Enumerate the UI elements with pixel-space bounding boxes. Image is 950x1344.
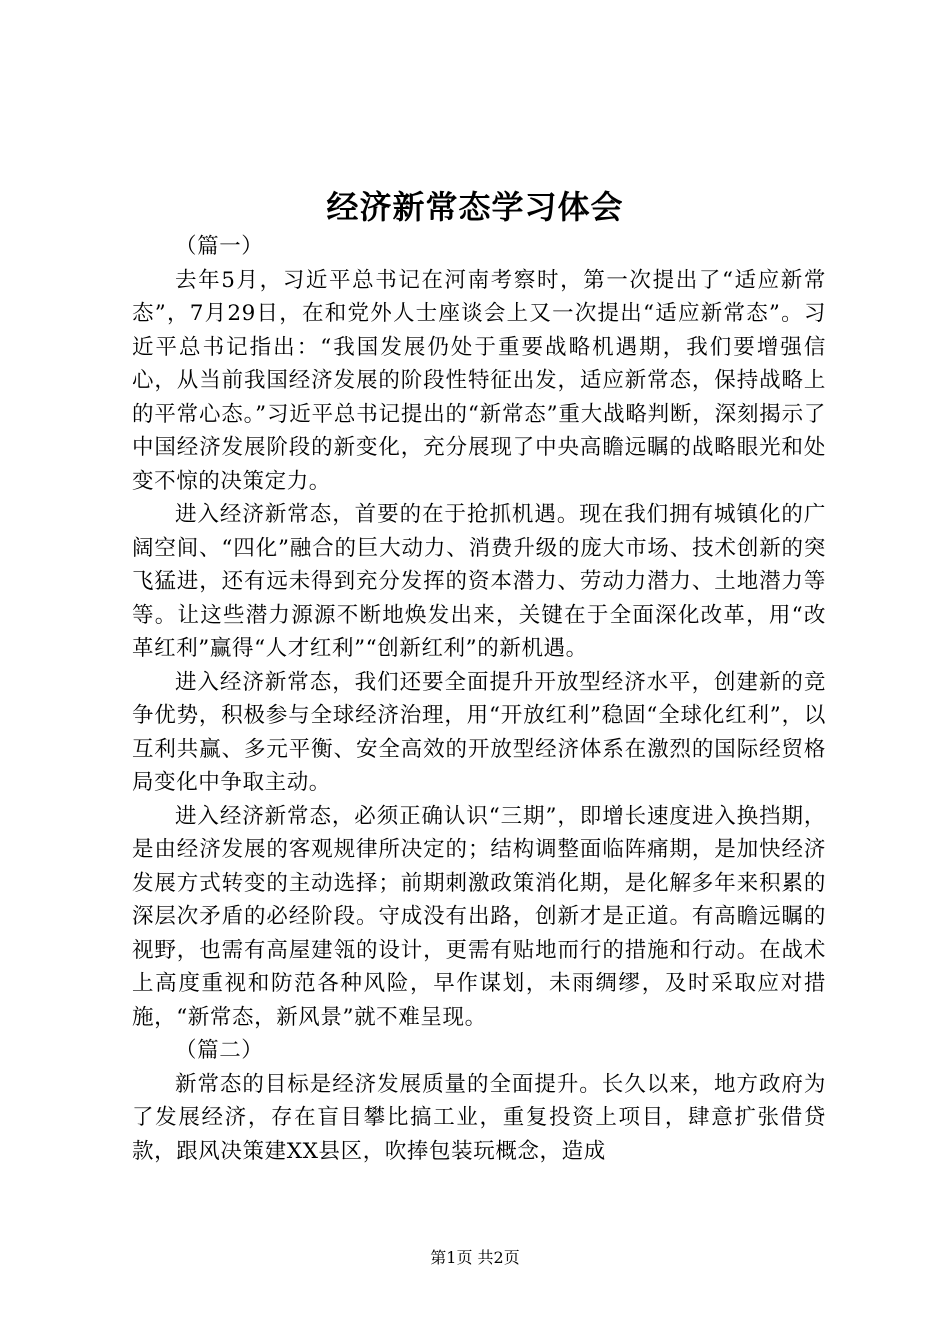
- section-heading-1: （篇一）: [175, 234, 264, 259]
- page-number: 第1页 共2页: [430, 1248, 520, 1267]
- paragraph: 进入经济新常态，必须正确认识“三期”，即增长速度进入换挡期，是由经济发展的客观规律所决定的；结构调整面临阵痛期，是加快经济发展方式转变的主动选择；前期刺激政策消化期，是化解多年来积累的深层次矛盾的必经阶段。守成没有出路，创新才是正道。有高瞻远瞩的视野，也需有高屋建瓴的设计，更需有贴地而行的措施和行动。在战术上高度重视和防范各种风险，早作谋划，未雨绸缪，及时采取应对措施，“新常态，新风景”就不难呈现。: [132, 803, 826, 1030]
- paragraph: 新常态的目标是经济发展质量的全面提升。长久以来，地方政府为了发展经济，存在盲目攀比搞工业，重复投资上项目，肆意扩张借贷款，跟风决策建XX县区，吹捧包装玩概念，造成: [132, 1071, 826, 1164]
- paragraph: 去年5月，习近平总书记在河南考察时，第一次提出了“适应新常态”，7月29日，在和党外人士座谈会上又一次提出“适应新常态”。习近平总书记指出：“我国发展仍处于重要战略机遇期，我们要增强信心，从当前我国经济发展的阶段性特征出发，适应新常态，保持战略上的平常心态。”习近平总书记提出的“新常态”重大战略判断，深刻揭示了中国经济发展阶段的新变化，充分展现了中央高瞻远瞩的战略眼光和处变不惊的决策定力。: [132, 267, 826, 494]
- paragraph: 进入经济新常态，我们还要全面提升开放型经济水平，创建新的竞争优势，积极参与全球经济治理，用“开放红利”稳固“全球化红利”，以互利共赢、多元平衡、安全高效的开放型经济体系在激烈的国际经贸格局变化中争取主动。: [132, 669, 826, 795]
- section-heading-2: （篇二）: [175, 1038, 264, 1063]
- paragraph: 进入经济新常态，首要的在于抢抓机遇。现在我们拥有城镇化的广阔空间、“四化”融合的巨大动力、消费升级的庞大市场、技术创新的突飞猛进，还有远未得到充分发挥的资本潜力、劳动力潜力、土地潜力等等。让这些潜力源源不断地焕发出来，关键在于全面深化改革，用“改革红利”赢得“人才红利”“创新红利”的新机遇。: [132, 502, 826, 661]
- document-title: 经济新常态学习体会: [326, 188, 624, 226]
- document-body: [132, 230, 826, 1168]
